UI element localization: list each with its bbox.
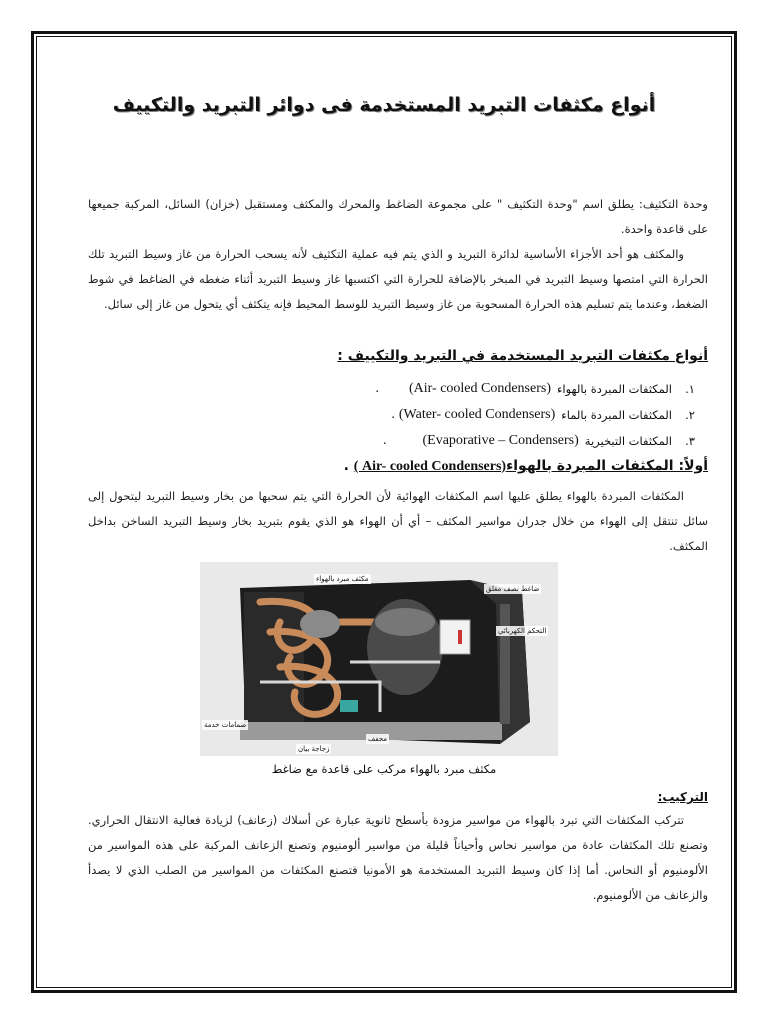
section1-heading — [88, 458, 708, 475]
label-sight-glass: زجاجة بيان — [298, 745, 330, 753]
label-electric-control: التحكم الكهربائي — [498, 627, 547, 635]
list-item-arabic: المكثفات التبخيرية — [584, 434, 672, 448]
types-heading-text: أنواع مكثفات التبريد المستخدمة في التبريد والتكييف : — [337, 348, 708, 364]
list-item-english: (Evaporative – Condensers) — [422, 433, 579, 448]
list-item-trail: . — [382, 433, 387, 448]
section1-heading-suffix: . — [343, 458, 349, 474]
label-dryer: مجفف — [368, 735, 388, 743]
list-item-number: ٣. — [685, 434, 695, 448]
list-item — [88, 428, 708, 454]
structure-heading — [88, 790, 708, 804]
list-item-number: ٢. — [685, 408, 695, 422]
list-item-english: (Water- cooled Condensers) — [398, 407, 556, 422]
structure-heading-text: التركيب: — [657, 790, 708, 804]
list-item-number: ١. — [685, 382, 695, 396]
label-service-valves: صمامات خدمة — [204, 721, 247, 729]
document-page — [60, 0, 708, 1024]
section1-paragraph: المكثفات المبردة بالهواء يطلق عليها اسم المكثفات الهوائية لأن الحرارة التي يتم سحبها من بخار وسيط التبريد ليتحول إلى سائل تنتقل إلى الهواء من خلال جدران مواسير المكثف – أي أن الهواء هو الذي يقوم بتبريد بخار وسيط التبريد الساخن بداخل المكثف. — [88, 489, 708, 553]
figure-caption: مكثف مبرد بالهواء مركب على قاعدة مع ضاغط — [271, 762, 497, 776]
section1-heading-arabic: أولاً: المكثفات المبردة بالهواء — [506, 458, 708, 474]
section1-heading-english: ( Air- cooled Condensers) — [353, 459, 507, 474]
list-item — [88, 402, 708, 428]
label-air-condenser: مكثف مبرد بالهواء — [316, 575, 369, 583]
list-item-trail: . — [375, 381, 379, 396]
list-item-arabic: المكثفات المبردة بالهواء — [557, 382, 672, 396]
intro-paragraph-1: وحدة التكثيف: يطلق اسم "وحدة التكثيف " على مجموعة الضاغط والمحرك والمكثف ومستقبل (خزان) السائل، المركبة جميعها على قاعدة واحدة. — [88, 197, 708, 236]
label-sealed-compressor: ضاغط نصف مغلق — [486, 585, 540, 593]
condensing-unit-photo — [200, 562, 558, 756]
list-item-trail: . — [391, 407, 395, 422]
list-item — [88, 376, 708, 402]
page-title: أنواع مكثفات التبريد المستخدمة فى دوائر التبريد والتكييف — [112, 94, 656, 116]
condenser-types-list — [88, 376, 708, 454]
structure-paragraph: تتركب المكثفات التي تبرد بالهواء من مواسير مزودة بأسطح ثانوية عبارة عن أسلاك (زعانف) لزيادة فعالية الانتقال الحراري. وتصنع تلك المكثفات عادة من مواسير نحاس وأحياناً قليلة من مواسير ألومنيوم وتصنع الزعانف المركبة على هذه المواسير من الألومنيوم أو النحاس. أما إذا كان وسيط التبريد المستخدمة هو الأمونيا فتصنع المكثفات من المواسير من الصلب الذي لا يصدأ والزعانف من الألومنيوم. — [88, 813, 708, 902]
intro-paragraph-2: والمكثف هو أحد الأجزاء الأساسية لدائرة التبريد و الذي يتم فيه عملية التكثيف لأنه يسحب الحرارة من غاز وسيط التبريد تلك الحرارة التي امتصها وسيط التبريد في المبخر بالإضافة للحرارة التي اكتسبها غاز وسيط التبريد أثناء ضغطه في الضاغط في شوط الضغط، وعندما يتم تسليم هذه الحرارة المسحوبة من غاز وسيط التبريد للوسط المحيط فإنه يتكثف أي يتحول من غاز إلى سائل. — [88, 247, 708, 311]
types-heading — [88, 348, 708, 364]
list-item-arabic: المكثفات المبردة بالماء — [561, 408, 672, 422]
list-item-english: (Air- cooled Condensers) — [408, 381, 551, 396]
